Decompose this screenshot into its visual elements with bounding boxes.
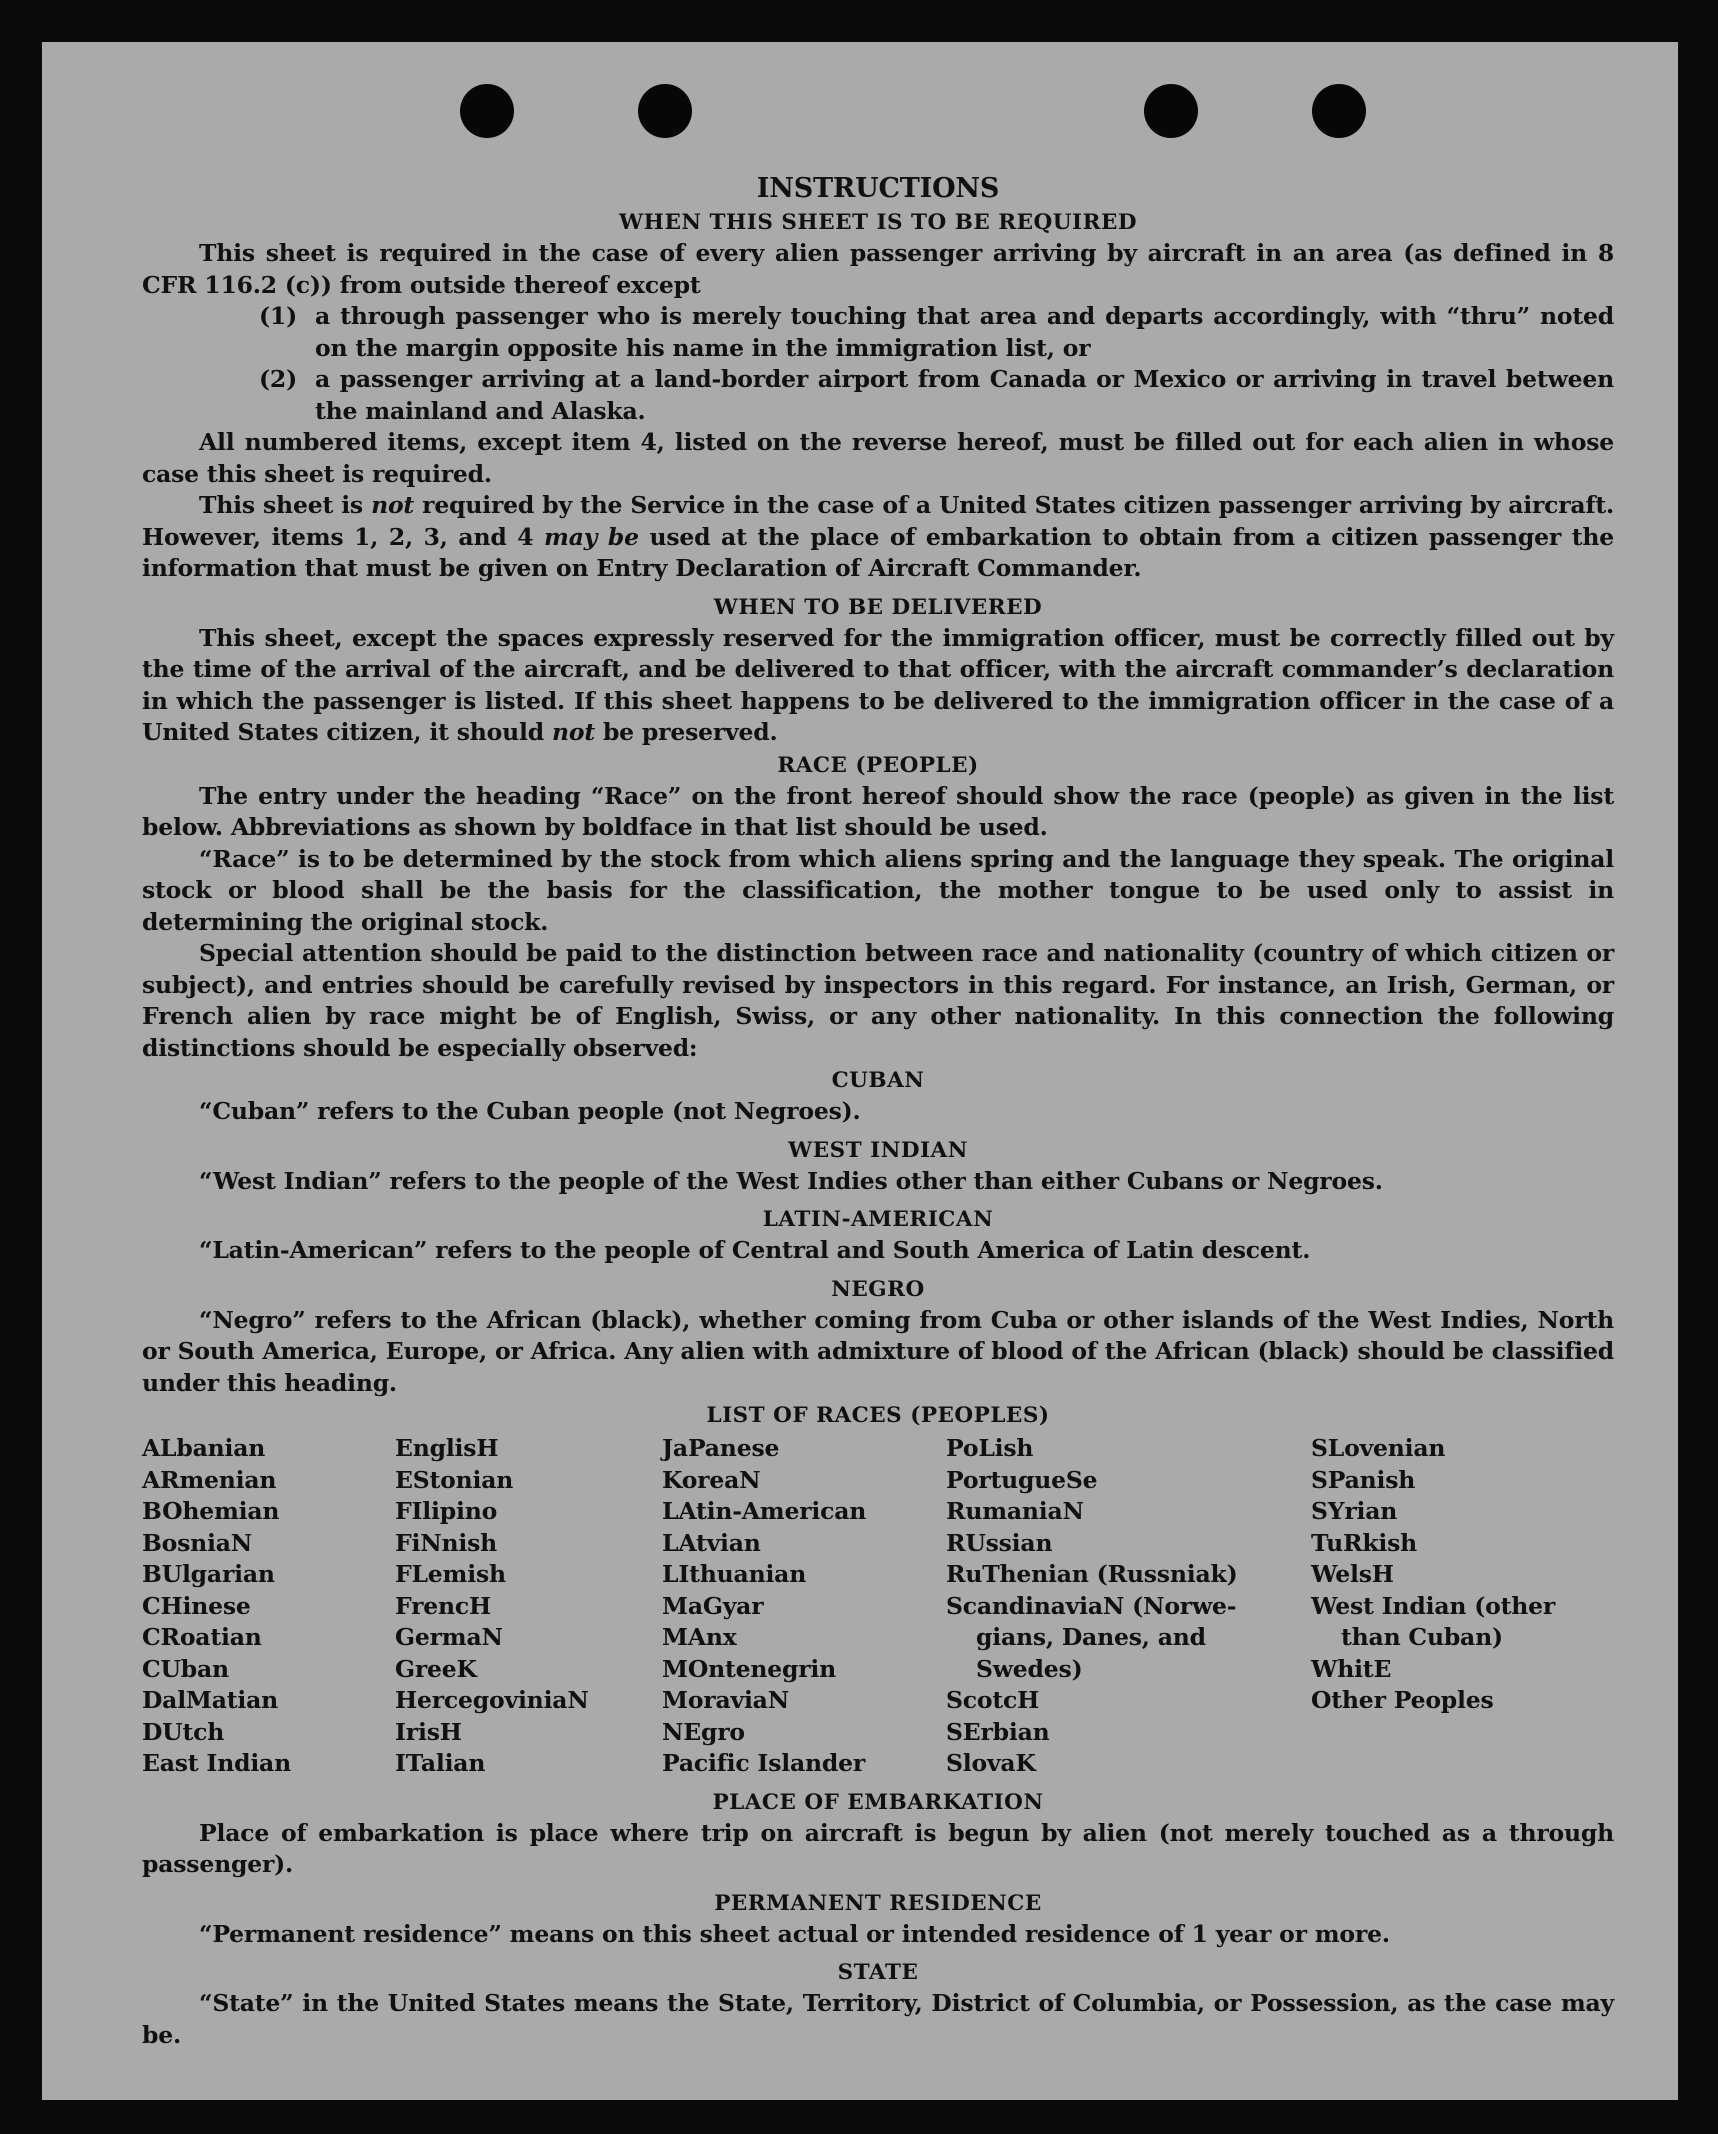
section-heading-when-delivered: WHEN TO BE DELIVERED [713, 594, 1043, 620]
document-page [42, 42, 1678, 2100]
race-entry: Pacific Islander [662, 1749, 866, 1777]
race-entry: NEgro [662, 1717, 745, 1746]
race-entry: BosniaN [142, 1528, 253, 1557]
list-item [259, 301, 1614, 364]
item-number: (1) [259, 302, 297, 330]
race-entry: SlovaK [946, 1749, 1036, 1777]
races-column [946, 1433, 1311, 1780]
race-entry: ITalian [395, 1749, 486, 1777]
race-entry: FiNnish [395, 1528, 498, 1557]
paragraph: Place of embarkation is place where trip on aircraft is begun by alien (not merely touched as a through passenger). [142, 1818, 1614, 1878]
race-entry: DUtch [142, 1717, 225, 1746]
section-heading-embarkation: PLACE OF EMBARKATION [712, 1789, 1044, 1815]
race-entry: DalMatian [142, 1686, 279, 1714]
race-entry: GermaN [395, 1623, 503, 1651]
paragraph: This sheet is required in the case of every alien passenger arriving by aircraft in an area (as defined in 8 CFR 116.2 (c)) from outside thereof except [142, 239, 1614, 299]
race-entry: ARmenian [142, 1465, 277, 1494]
paragraph: “West Indian” refers to the people of the West Indies other than either Cubans or Negroes. [199, 1166, 1383, 1195]
races-column [1311, 1433, 1571, 1780]
instructions-body [142, 126, 1614, 2051]
race-entry: SYrian [1311, 1497, 1398, 1525]
section-heading-latin-american: LATIN-AMERICAN [762, 1207, 994, 1232]
section-heading-list-of-races: LIST OF RACES (PEOPLES) [706, 1403, 1050, 1428]
race-entry: CHinese [142, 1591, 251, 1620]
races-column [395, 1433, 662, 1780]
race-entry: FrencH [395, 1591, 492, 1620]
race-entry: RUssian [946, 1528, 1053, 1557]
paragraph: All numbered items, except item 4, listed on the reverse hereof, must be filled out for each alien in whose case this sheet is required. [142, 428, 1614, 488]
race-entry: Other Peoples [1311, 1686, 1494, 1714]
item-number: (2) [259, 365, 297, 393]
section-heading-when-required: WHEN THIS SHEET IS TO BE REQUIRED [619, 210, 1137, 235]
paragraph: The entry under the heading “Race” on the front hereof should show the race (people) as given in the list below. Abbreviations as shown by boldface in that list should be used. [142, 781, 1614, 841]
section-heading-permanent-residence: PERMANENT RESIDENCE [714, 1890, 1042, 1916]
paragraph: “State” in the United States means the State, Territory, District of Columbia, or Possession, as the case may be. [142, 1989, 1614, 2049]
race-entry: RumaniaN [946, 1497, 1084, 1525]
section-heading-west-indian: WEST INDIAN [788, 1137, 968, 1163]
section-heading-state: STATE [837, 1960, 919, 1985]
race-entry: West Indian (other [1311, 1591, 1556, 1620]
race-entry: LAtin-American [662, 1497, 867, 1525]
race-entry: WelsH [1311, 1560, 1394, 1588]
race-entry: BOhemian [142, 1497, 280, 1525]
race-entry: SErbian [946, 1717, 1050, 1746]
race-entry: MOntenegrin [662, 1654, 837, 1683]
race-entry: PortugueSe [946, 1465, 1098, 1494]
item-text: a passenger arriving at a land-border airport from Canada or Mexico or arriving in travel between the mainland and Alaska. [315, 365, 1614, 425]
race-entry: KoreaN [662, 1465, 761, 1494]
paragraph: “Permanent residence” means on this sheet actual or intended residence of 1 year or more. [199, 1919, 1390, 1948]
race-entry: ALbanian [142, 1434, 266, 1462]
races-column [662, 1433, 946, 1780]
section-heading-negro: NEGRO [831, 1276, 925, 1302]
races-list [142, 1433, 1614, 1780]
section-heading-race: RACE (PEOPLE) [777, 752, 979, 778]
race-entry: CRoatian [142, 1623, 262, 1651]
page-title: INSTRUCTIONS [756, 173, 1000, 204]
race-entry: BUlgarian [142, 1560, 275, 1588]
race-entry: ScandinaviaN (Norwe- [946, 1591, 1237, 1620]
race-entry: MoraviaN [662, 1686, 789, 1714]
race-entry: EStonian [395, 1465, 514, 1494]
race-entry: East Indian [142, 1749, 291, 1777]
race-entry: than Cuban) [1341, 1623, 1503, 1651]
paragraph: “Race” is to be determined by the stock from which aliens spring and the language they speak. The original stock or blood shall be the basis for the classification, the mother tongue to be used only to assist in determining the original stock. [142, 844, 1614, 936]
paragraph: This sheet, except the spaces expressly reserved for the immigration officer, must be correctly filled out by the time of the arrival of the aircraft, and be delivered to that officer, with the aircraft commander’s declaration in which the passenger is listed. If this sheet happens to be delivered to the immigration officer in the case of a United States citizen, it should not be preserved. [142, 623, 1614, 746]
list-item [259, 364, 1614, 427]
paragraph: Special attention should be paid to the distinction between race and nationality (country of which citizen or subject), and entries should be carefully revised by inspectors in this regard. For instance, an Irish, German, or French alien by race might be of English, Swiss, or any other nationality. In this connection the following distinctions should be especially observed: [142, 939, 1614, 1062]
paragraph: “Cuban” refers to the Cuban people (not Negroes). [199, 1097, 861, 1125]
race-entry: TuRkish [1311, 1528, 1418, 1557]
paragraph: This sheet is not required by the Service in the case of a United States citizen passenger arriving by aircraft. However, items 1, 2, 3, and 4 may be used at the place of embarkation to obtain from a citizen passenger the information that must be given on Entry Declaration of Aircraft Commander. [142, 491, 1614, 582]
race-entry: RuThenian (Russniak) [946, 1560, 1238, 1588]
race-entry: JaPanese [662, 1434, 780, 1462]
race-entry: MaGyar [662, 1591, 764, 1620]
race-entry: SPanish [1311, 1465, 1416, 1494]
races-column [142, 1433, 395, 1780]
race-entry: WhitE [1311, 1654, 1392, 1683]
race-entry: GreeK [395, 1654, 477, 1683]
race-entry: Swedes) [976, 1654, 1083, 1683]
race-entry: IrisH [395, 1717, 462, 1746]
race-entry: LIthuanian [662, 1560, 807, 1588]
race-entry: HercegoviniaN [395, 1686, 589, 1714]
item-text: a through passenger who is merely touching that area and departs accordingly, with “thru” noted on the margin opposite his name in the immigration list, or [315, 302, 1614, 362]
race-entry: LAtvian [662, 1528, 761, 1557]
section-heading-cuban: CUBAN [831, 1068, 925, 1093]
race-entry: CUban [142, 1654, 229, 1683]
race-entry: FIlipino [395, 1497, 498, 1525]
race-entry: ScotcH [946, 1686, 1040, 1714]
race-entry: gians, Danes, and [976, 1623, 1206, 1651]
paragraph: “Negro” refers to the African (black), whether coming from Cuba or other islands of the West Indies, North or South America, Europe, or Africa. Any alien with admixture of blood of the African (black) should be classified under this heading. [142, 1305, 1614, 1397]
race-entry: EnglisH [395, 1434, 499, 1462]
race-entry: SLovenian [1311, 1434, 1446, 1462]
race-entry: MAnx [662, 1623, 737, 1651]
race-entry: PoLish [946, 1434, 1034, 1462]
paragraph: “Latin-American” refers to the people of Central and South America of Latin descent. [199, 1236, 1311, 1264]
race-entry: FLemish [395, 1560, 506, 1588]
